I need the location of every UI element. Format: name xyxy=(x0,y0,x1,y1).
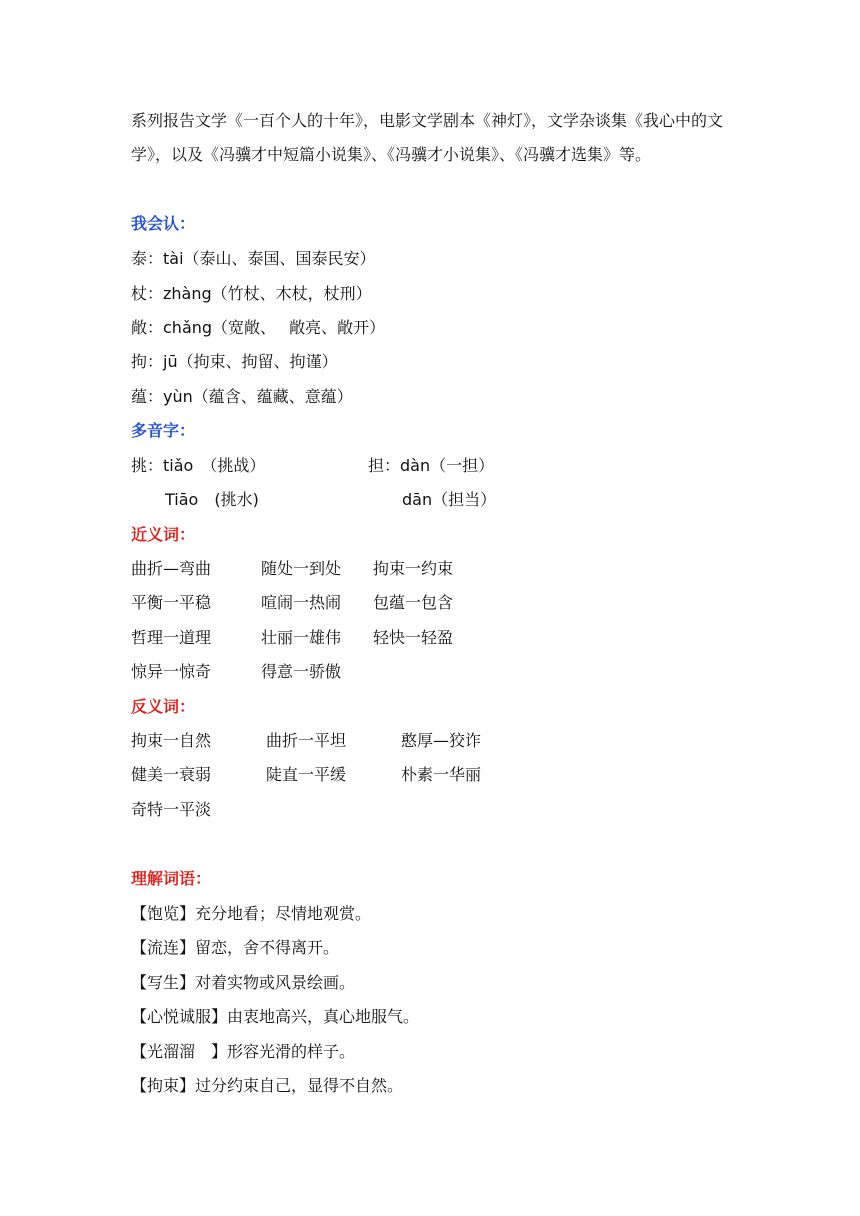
synonym-pair: 轻快一轻盈 xyxy=(373,628,454,647)
recognize-item: 杖：zhàng（竹杖、木杖，杖刑） xyxy=(131,284,372,303)
synonym-pair: 得意一骄傲 xyxy=(261,662,342,681)
synonym-pair: 随处一到处 xyxy=(261,559,342,578)
synonym-pair: 拘束一约束 xyxy=(373,559,454,578)
antonym-pair: 陡直一平缓 xyxy=(266,765,347,784)
antonym-pair: 健美一衰弱 xyxy=(131,765,212,784)
synonym-pair: 惊异一惊奇 xyxy=(131,662,212,681)
synonym-pair: 曲折—弯曲 xyxy=(131,559,212,578)
definition-item: 【写生】对着实物或风景绘画。 xyxy=(131,973,356,992)
recognize-item: 泰：tài（泰山、泰国、国泰民安） xyxy=(131,249,376,268)
definition-item: 【光溜溜 】形容光滑的样子。 xyxy=(131,1042,356,1061)
antonym-pair: 拘束一自然 xyxy=(131,731,212,750)
antonyms-heading: 反义词： xyxy=(131,697,196,716)
recognize-heading: 我会认： xyxy=(131,214,196,233)
intro-paragraph: 系列报告文学《一百个人的十年》，电影文学剧本《神灯》，文学杂谈集《我心中的文学》，以及《冯骥才中短篇小说集》、《冯骥才小说集》、《冯骥才选集》等。 xyxy=(131,111,724,164)
polyphone-tiao-1: 挑：tiǎo （挑战） xyxy=(131,456,266,475)
antonym-pair: 憨厚—狡诈 xyxy=(401,731,482,750)
synonym-pair: 包蕴一包含 xyxy=(373,593,454,612)
definition-item: 【流连】留恋，舍不得离开。 xyxy=(131,938,340,957)
polyphone-heading: 多音字： xyxy=(131,421,196,440)
polyphone-dan-1: 担：dàn（一担） xyxy=(368,456,495,475)
antonym-pair: 奇特一平淡 xyxy=(131,800,212,819)
recognize-item: 敞：chǎng（宽敞、 敞亮、敞开） xyxy=(131,318,386,337)
recognize-item: 拘：jū（拘束、拘留、拘谨） xyxy=(131,352,338,371)
recognize-item: 蕴：yùn（蕴含、蕴藏、意蕴） xyxy=(131,387,353,406)
synonym-pair: 平衡一平稳 xyxy=(131,593,212,612)
antonym-pair: 朴素一华丽 xyxy=(401,765,482,784)
definition-item: 【饱览】充分地看；尽情地观赏。 xyxy=(131,904,372,923)
synonym-pair: 喧闹一热闹 xyxy=(261,593,342,612)
definition-item: 【拘束】过分约束自己，显得不自然。 xyxy=(131,1076,404,1095)
synonym-pair: 哲理一道理 xyxy=(131,628,212,647)
definition-item: 【心悦诚服】由衷地高兴，真心地服气。 xyxy=(131,1007,420,1026)
understand-heading: 理解词语： xyxy=(131,869,212,888)
synonyms-heading: 近义词： xyxy=(131,525,196,544)
synonym-pair: 壮丽一雄伟 xyxy=(261,628,342,647)
antonym-pair: 曲折一平坦 xyxy=(266,731,347,750)
polyphone-dan-2: dān（担当） xyxy=(402,490,497,509)
polyphone-tiao-2: Tiāo (挑水) xyxy=(165,490,259,509)
